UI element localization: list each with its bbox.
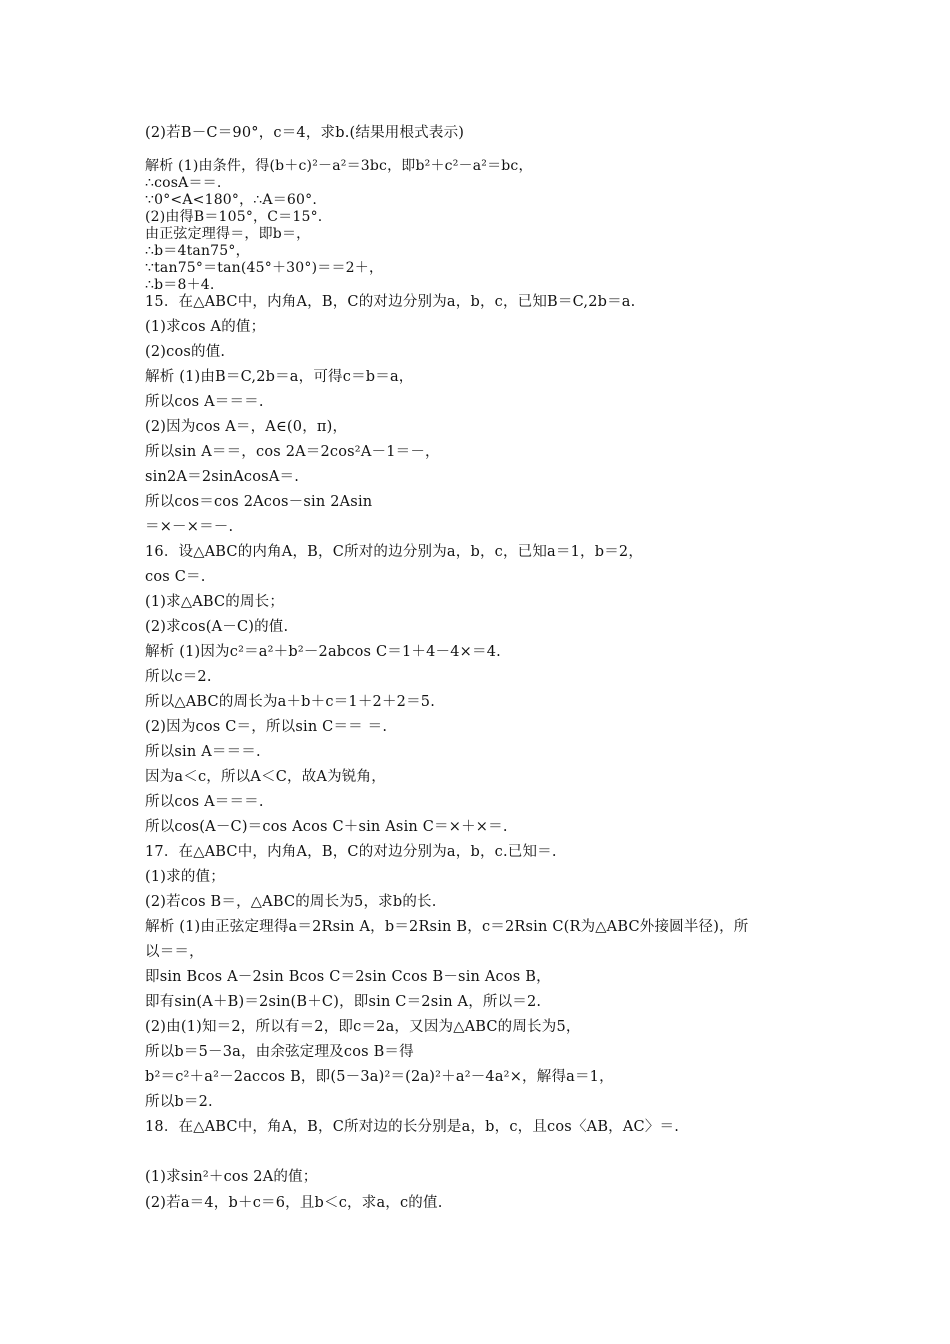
text-line: sin2A＝2sinAcosA＝. (145, 469, 300, 485)
text-line: (2)求cos(A－C)的值. (145, 619, 289, 635)
text-line: 所以cos A＝＝＝. (145, 794, 264, 810)
text-line: (2)cos的值. (145, 344, 226, 360)
text-line: 解析 (1)由B＝C,2b＝a，可得c＝b＝a， (145, 369, 414, 385)
text-line: 所以b＝5－3a，由余弦定理及cos B＝得 (145, 1044, 414, 1060)
text-line: ＝×－×＝－. (145, 519, 234, 535)
text-line: ∴cosA＝＝. (145, 175, 222, 191)
text-line: 15．在△ABC中，内角A，B，C的对边分别为a，b，c，已知B＝C,2b＝a. (145, 294, 636, 310)
text-line: (1)求sin²＋cos 2A的值； (145, 1169, 318, 1185)
text-line: 即有sin(A＋B)＝2sin(B＋C)，即sin C＝2sin A，所以＝2. (145, 994, 542, 1010)
text-line: cos C＝. (145, 569, 206, 585)
text-line: 16．设△ABC的内角A，B，C所对的边分别为a，b，c，已知a＝1，b＝2， (145, 544, 644, 560)
text-line: ∴b＝4tan75°， (145, 243, 250, 259)
text-line: 解析 (1)由条件，得(b＋c)²－a²＝3bc，即b²＋c²－a²＝bc， (145, 158, 533, 174)
text-line: 解析 (1)由正弦定理得a＝2Rsin A，b＝2Rsin B，c＝2Rsin C(R为△ABC外接圆半径)，所 (145, 919, 749, 935)
text-line: 即sin Bcos A－2sin Bcos C＝2sin Ccos B－sin Acos B， (145, 969, 551, 985)
text-line: (2)若B－C＝90°，c＝4，求b.(结果用根式表示) (145, 125, 465, 141)
text-line: (2)若cos B＝，△ABC的周长为5，求b的长. (145, 894, 437, 910)
text-line: (2)因为cos C＝，所以sin C＝＝ ＝. (145, 719, 388, 735)
text-line: 所以cos A＝＝＝. (145, 394, 264, 410)
text-line: 所以cos(A－C)＝cos Acos C＋sin Asin C＝×＋×＝. (145, 819, 508, 835)
text-line: ∵0°<A<180°，∴A＝60°. (145, 192, 317, 208)
text-line: b²＝c²＋a²－2accos B，即(5－3a)²＝(2a)²＋a²－4a²×，解得a＝1， (145, 1069, 614, 1085)
text-line: (2)若a＝4，b＋c＝6，且b＜c，求a，c的值. (145, 1195, 443, 1211)
text-line: 所以△ABC的周长为a＋b＋c＝1＋2＋2＝5. (145, 694, 435, 710)
text-line: 以＝＝， (145, 944, 204, 960)
text-line: (1)求△ABC的周长； (145, 594, 285, 610)
text-line: ∴b＝8＋4. (145, 277, 215, 293)
text-line: 因为a＜c，所以A＜C，故A为锐角， (145, 769, 386, 785)
text-line: 所以sin A＝＝＝. (145, 744, 261, 760)
text-line: (2)因为cos A＝，A∈(0，π)， (145, 419, 348, 435)
text-line: 解析 (1)因为c²＝a²＋b²－2abcos C＝1＋4－4×＝4. (145, 644, 501, 660)
text-line: 所以sin A＝＝，cos 2A＝2cos²A－1＝－， (145, 444, 440, 460)
text-line: 所以cos＝cos 2Acos－sin 2Asin (145, 494, 373, 510)
text-line: ∵tan75°＝tan(45°＋30°)＝＝2＋， (145, 260, 384, 276)
text-line: 所以c＝2. (145, 669, 212, 685)
text-line: (2)由(1)知＝2，所以有＝2，即c＝2a，又因为△ABC的周长为5， (145, 1019, 581, 1035)
text-line: 17．在△ABC中，内角A，B，C的对边分别为a，b，c.已知＝. (145, 844, 557, 860)
text-line: 18．在△ABC中，角A，B，C所对边的长分别是a，b，c，且cos〈AB，AC〉＝. (145, 1119, 680, 1135)
text-line: 所以b＝2. (145, 1094, 213, 1110)
text-line: 由正弦定理得＝，即b＝， (145, 226, 311, 242)
text-line: (2)由得B＝105°，C＝15°. (145, 209, 323, 225)
text-line: (1)求cos A的值； (145, 319, 266, 335)
text-line: (1)求的值； (145, 869, 225, 885)
